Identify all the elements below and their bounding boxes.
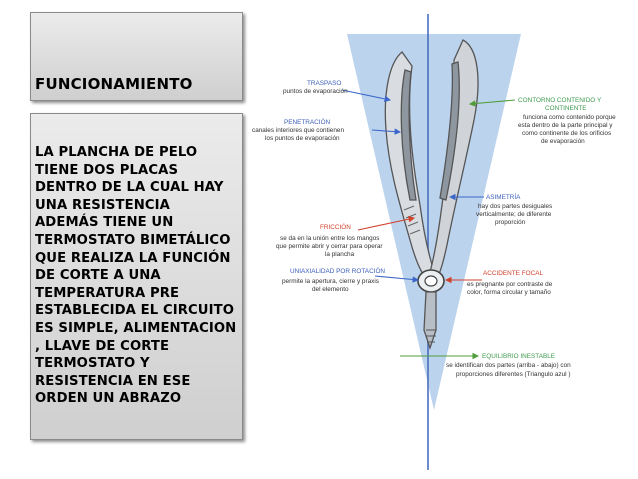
label-friccion-title: FRICCIÓN bbox=[320, 224, 351, 231]
slide-title: FUNCIONAMIENTO bbox=[35, 75, 193, 93]
label-asimetria-desc3: proporción bbox=[495, 219, 526, 226]
label-contorno-desc3: como continente de los orificios bbox=[522, 130, 612, 137]
label-accidente-title: ACCIDENTE FOCAL bbox=[483, 270, 544, 277]
body-text-box bbox=[30, 113, 243, 440]
label-equilibrio-desc2: proporciones diferentes (Triangulo azul ) bbox=[456, 371, 571, 378]
label-uniaxialidad-desc2: del elemento bbox=[312, 286, 349, 293]
label-penetracion-title: PENETRACIÓN bbox=[284, 119, 331, 126]
label-contorno-desc2: esta dentro de la parte principal y bbox=[518, 122, 613, 129]
label-asimetria-desc2: verticalmente; de diferente bbox=[476, 211, 552, 218]
label-friccion-desc1: se da en la unión entre los mangos bbox=[280, 235, 380, 242]
label-traspaso-desc: puntos de evaporación bbox=[283, 88, 348, 95]
label-contorno-title1: CONTORNO CONTENIDO Y bbox=[518, 97, 602, 104]
label-accidente-desc1: es pregnante por contraste de bbox=[467, 281, 553, 288]
label-asimetria-desc1: hay dos partes desiguales bbox=[478, 203, 553, 210]
label-penetracion-desc1: canales interiores que contienen bbox=[252, 127, 345, 134]
label-friccion-desc3: la plancha bbox=[325, 251, 355, 258]
label-penetracion-desc2: los puntos de evaporación bbox=[265, 135, 340, 142]
slide-body-text: LA PLANCHA DE PELO TIENE DOS PLACAS DENTRO DE LA CUAL HAY UNA RESISTENCIA ADEMÁS TIENE UN TERMOSTATO BIMETÁLICO QUE REALIZA LA FUNCIÓN DE CORTE A UNA TEMPERATURA PRE ESTABLECIDA EL CIRCUITO ES SIMPLE, ALIMENTACION , LLAVE DE CORTE TERMOSTATO Y RESISTENCIA EN ESE ORDEN UN ABRAZO bbox=[35, 145, 237, 407]
label-contorno-desc1: funciona como contenido porque bbox=[523, 114, 616, 121]
title-box bbox=[30, 12, 243, 101]
label-contorno-title2: CONTINENTE bbox=[545, 105, 587, 112]
label-uniaxialidad-desc1: permite la apertura, cierre y praxis bbox=[282, 278, 379, 285]
label-traspaso-title: TRASPASO bbox=[307, 80, 342, 87]
label-equilibrio-title: EQUILIBRIO INESTABLE bbox=[482, 353, 556, 360]
label-asimetria-title: ASIMETRÍA bbox=[486, 194, 521, 201]
label-equilibrio-desc1: se identifican dos partes (arriba - abajo) con bbox=[446, 362, 571, 369]
label-accidente-desc2: color, forma circular y tamaño bbox=[467, 289, 551, 296]
label-friccion-desc2: que permite abrir y cerrar para operar bbox=[276, 243, 383, 250]
hair-straightener-diagram bbox=[250, 0, 638, 479]
label-uniaxialidad-title: UNIAXIALIDAD POR ROTACIÓN bbox=[290, 268, 386, 275]
label-contorno-desc4: de evaporación bbox=[541, 138, 585, 145]
